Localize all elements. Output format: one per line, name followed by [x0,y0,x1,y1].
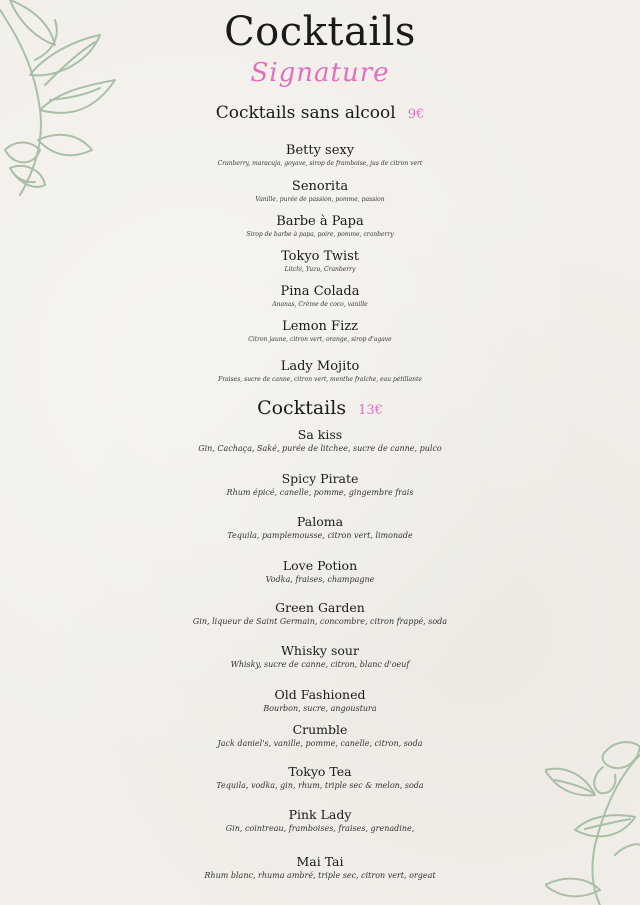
menu-item-name: Old Fashioned [274,687,366,702]
menu-item-description: Fraises, sucre de canne, citron vert, menthe fraîche, eau pétillante [218,376,422,383]
menu-item-description: Gin, cointreau, framboises, fraises, grenadine, [225,824,415,833]
menu-item [0,854,640,881]
menu-item [0,807,640,834]
menu-item-name: Barbe à Papa [276,214,364,229]
menu-item-description: Tequila, vodka, gin, rhum, triple sec & melon, soda [216,781,424,790]
menu-item-description: Citron jaune, citron vert, orange, sirop d'agave [248,336,392,343]
menu-item-name: Pink Lady [288,807,352,822]
menu-item-description: Sirop de barbe à papa, poire, pomme, cranberry [246,231,394,238]
menu-item-description: Vodka, fraises, champagne [265,575,375,584]
menu-item-name: Betty sexy [285,143,355,158]
menu-item-name: Whisky sour [281,643,359,658]
menu-item [0,722,640,749]
menu-item-description: Jack daniel's, vanille, pomme, canelle, citron, soda [217,739,423,748]
menu-item-name: Crumble [292,722,348,737]
menu-item-name: Lady Mojito [280,359,360,374]
menu-item [0,514,640,541]
section-title: Cocktails sans alcool [215,103,396,123]
menu-item-name: Love Potion [282,558,358,573]
menu-item [0,643,640,670]
menu-item-name: Green Garden [275,600,365,615]
menu-item [0,558,640,585]
menu-item-name: Pina Colada [280,284,360,299]
menu-item-name: Lemon Fizz [282,319,358,334]
menu-item-name: Tokyo Tea [288,764,352,779]
menu-item-name: Senorita [291,179,349,194]
menu-item-name: Sa kiss [297,427,343,442]
menu-item-description: Cranberry, maracuja, goyave, sirop de framboise, jus de citron vert [217,160,423,167]
menu-item-description: Bourbon, sucre, angoustura [263,704,377,713]
menu-item [0,471,640,498]
menu-item-description: Rhum épicé, canelle, pomme, gingembre frais [226,488,414,497]
section-price: 9€ [407,107,425,122]
menu-item-name: Tokyo Twist [280,249,360,264]
menu-item-name: Mai Tai [296,854,344,869]
section-title: Cocktails [257,397,347,419]
menu-item [0,427,640,454]
menu-item [0,687,640,714]
section-price: 13€ [358,403,383,418]
menu-item-description: Gin, Cachaça, Saké, purée de litchee, sucre de canne, pulco [198,444,442,453]
menu-item-description: Ananas, Crème de coco, vanille [272,301,368,308]
menu-item-description: Whisky, sucre de canne, citron, blanc d'oeuf [230,660,410,669]
menu-item-name: Spicy Pirate [281,471,359,486]
menu-item [0,764,640,791]
menu-item-description: Rhum blanc, rhuma ambré, triple sec, citron vert, orgeat [204,871,436,880]
menu-item-description: Tequila, pamplemousse, citron vert, limonade [227,531,413,540]
menu-title: Cocktails [224,9,416,55]
menu-item-name: Paloma [296,514,344,529]
menu-subtitle-signature: Signature [250,58,390,88]
menu-item-description: Litchi, Yuzu, Cranberry [284,266,356,273]
menu-item-description: Gin, liqueur de Saint Germain, concombre, citron frappé, soda [192,617,448,626]
menu-item-description: Vanille, purée de passion, pomme, passion [255,196,385,203]
menu-item [0,600,640,627]
